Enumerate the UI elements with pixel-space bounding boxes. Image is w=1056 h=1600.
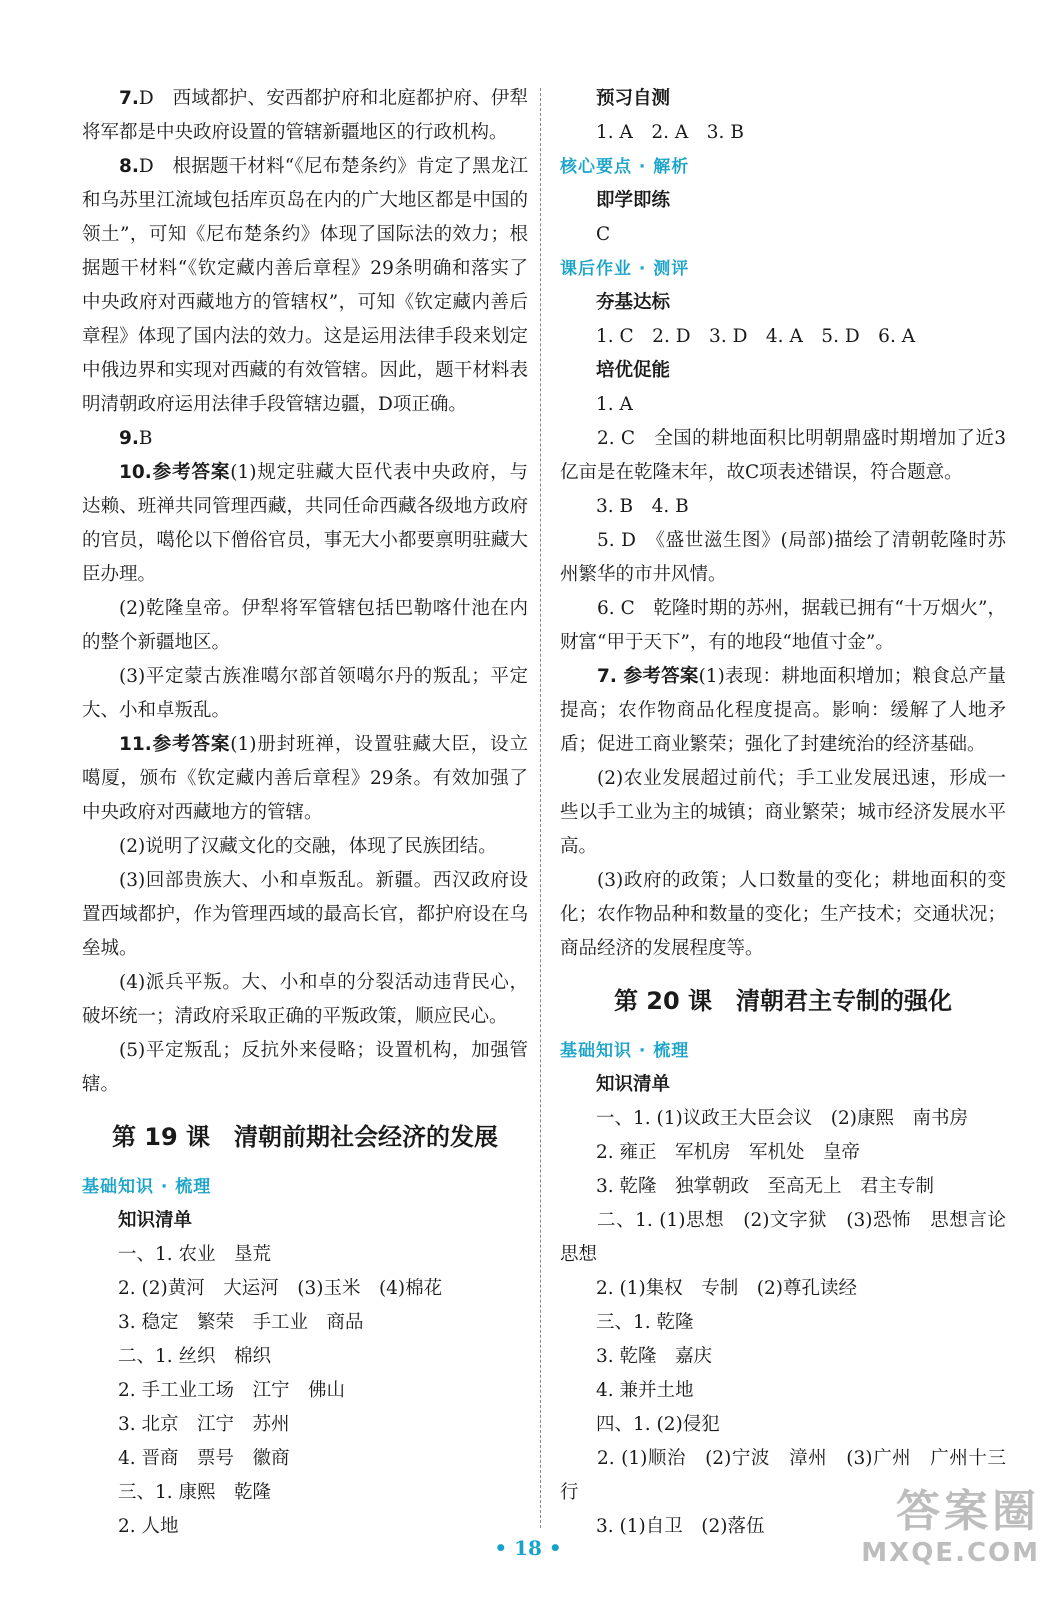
answer-10-part-2: (2)乾隆皇帝。伊犁将军管辖包括巴勒喀什池在内的整个新疆地区。 [82, 598, 528, 653]
left-column [82, 82, 528, 1544]
answer-8: 8.D 根据题干材料“《尼布楚条约》肯定了黑龙江和乌苏里江流域包括库页岛在内的广大地区都是中国的领土”，可知《尼布楚条约》体现了国际法的效力；根据题干材料“《钦定藏内善后章程》29条明确和落实了中央政府对西藏地方的管辖权”，可知《钦定藏内善后章程》体现了国内法的效力。这是运用法律手段来划定中俄边界和实现对西藏的有效管辖。因此，题干材料表明清朝政府运用法律手段管辖边疆，D项正确。 [82, 156, 528, 415]
section-core-points: 核心要点 · 解析 [560, 157, 690, 177]
list-item: 2. 人地 [118, 1516, 179, 1537]
improve-answer-3-4: 3. B 4. B [596, 496, 689, 517]
practice-answer: C [596, 224, 611, 245]
improve-answer-7-part-3: (3)政府的政策；人口数量的变化；耕地面积的变化；农作物品种和数量的变化；生产技术；交通状况；商品经济的发展程度等。 [560, 870, 1006, 959]
subheading-practice: 即学即练 [596, 190, 671, 211]
right-column [560, 82, 1006, 1544]
answer-11-part-2: (2)说明了汉藏文化的交融，体现了民族团结。 [119, 836, 497, 857]
foundation-answers: 1. C 2. D 3. D 4. A 5. D 6. A [596, 326, 916, 347]
answer-11: 11.参考答案(1)册封班禅，设置驻藏大臣，设立噶厦，颁布《钦定藏内善后章程》29条。有效加强了中央政府对西藏地方的管辖。 [82, 734, 528, 823]
list-item: 2. 雍正 军机房 军机处 皇帝 [596, 1142, 861, 1163]
subheading-improvement: 培优促能 [596, 360, 671, 381]
improve-answer-2: 2. C 全国的耕地面积比明朝鼎盛时期增加了近3亿亩是在乾隆末年，故C项表述错误，符合题意。 [560, 428, 1006, 483]
list-item: 三、1. 康熙 乾隆 [118, 1482, 272, 1503]
lesson-19-title: 第 19 课 清朝前期社会经济的发展 [111, 1123, 499, 1151]
list-item: 3. 乾隆 独掌朝政 至高无上 君主专制 [596, 1176, 935, 1197]
subheading-knowledge-list: 知识清单 [596, 1074, 671, 1095]
section-basic-knowledge: 基础知识 · 梳理 [82, 1177, 212, 1197]
lesson-20-title: 第 20 课 清朝君主专制的强化 [613, 987, 953, 1015]
list-item: 3. 北京 江宁 苏州 [118, 1414, 290, 1435]
subheading-foundation: 夯基达标 [596, 292, 671, 313]
list-item: 二、1. 丝织 棉织 [118, 1346, 272, 1367]
answer-7: 7.D 西域都护、安西都护府和北庭都护府、伊犁将军都是中央政府设置的管辖新疆地区的行政机构。 [82, 88, 528, 143]
list-item: 2. (1)顺治 (2)宁波 漳州 (3)广州 广州十三行 [560, 1448, 1006, 1503]
answer-9: 9.B [119, 428, 153, 449]
answer-11-part-3: (3)回部贵族大、小和卓叛乱。新疆。西汉政府设置西域都护，作为管理西域的最高长官，都护府设在乌垒城。 [82, 870, 528, 959]
improve-answer-6: 6. C 乾隆时期的苏州，据载已拥有“十万烟火”，财富“甲于天下”，有的地段“地值寸金”。 [560, 598, 1006, 653]
improve-answer-7-part-2: (2)农业发展超过前代；手工业发展迅速，形成一些以手工业为主的城镇；商业繁荣；城市经济发展水平高。 [560, 768, 1006, 857]
preview-answers: 1. A 2. A 3. B [596, 122, 744, 143]
list-item: 2. (1)集权 专制 (2)尊孔读经 [596, 1278, 857, 1299]
list-item: 一、1. 农业 垦荒 [118, 1244, 272, 1265]
improve-answer-1: 1. A [596, 394, 633, 415]
answer-11-part-5: (5)平定叛乱；反抗外来侵略；设置机构，加强管辖。 [82, 1040, 528, 1095]
list-item: 3. 稳定 繁荣 手工业 商品 [118, 1312, 364, 1333]
improve-answer-5: 5. D 《盛世滋生图》(局部)描绘了清朝乾隆时苏州繁华的市井风情。 [560, 530, 1006, 585]
column-divider [540, 88, 541, 1528]
list-item: 4. 兼并土地 [596, 1380, 694, 1401]
answer-10: 10.参考答案(1)规定驻藏大臣代表中央政府，与达赖、班禅共同管理西藏，共同任命西藏各级地方政府的官员，噶伦以下僧俗官员，事无大小都要禀明驻藏大臣办理。 [82, 462, 528, 585]
list-item: 四、1. (2)侵犯 [596, 1414, 720, 1435]
list-item: 4. 晋商 票号 徽商 [118, 1448, 290, 1469]
list-item: 3. 乾隆 嘉庆 [596, 1346, 713, 1367]
subheading-knowledge-list: 知识清单 [118, 1210, 193, 1231]
list-item: 二、1. (1)思想 (2)文字狱 (3)恐怖 思想言论思想 [560, 1210, 1006, 1265]
answer-10-part-3: (3)平定蒙古族准噶尔部首领噶尔丹的叛乱；平定大、小和卓叛乱。 [82, 666, 528, 721]
list-item: 2. (2)黄河 大运河 (3)玉米 (4)棉花 [118, 1278, 443, 1299]
watermark-logo: 答案圈 MXQE.COM [861, 1486, 1040, 1568]
section-homework: 课后作业 · 测评 [560, 259, 690, 279]
answer-11-part-4: (4)派兵平叛。大、小和卓的分裂活动违背民心，破坏统一；清政府采取正确的平叛政策，顺应民心。 [82, 972, 528, 1027]
section-basic-knowledge: 基础知识 · 梳理 [560, 1041, 690, 1061]
list-item: 三、1. 乾隆 [596, 1312, 694, 1333]
page-number: • 18 • [494, 1536, 562, 1560]
subheading-preview: 预习自测 [596, 88, 671, 109]
list-item: 3. (1)自卫 (2)落伍 [596, 1516, 765, 1537]
improve-answer-7: 7. 参考答案(1)表现：耕地面积增加；粮食总产量提高；农作物商品化程度提高。影响：缓解了人地矛盾；促进工商业繁荣；强化了封建统治的经济基础。 [560, 666, 1006, 755]
list-item: 2. 手工业工场 江宁 佛山 [118, 1380, 346, 1401]
list-item: 一、1. (1)议政王大臣会议 (2)康熙 南书房 [596, 1108, 968, 1129]
